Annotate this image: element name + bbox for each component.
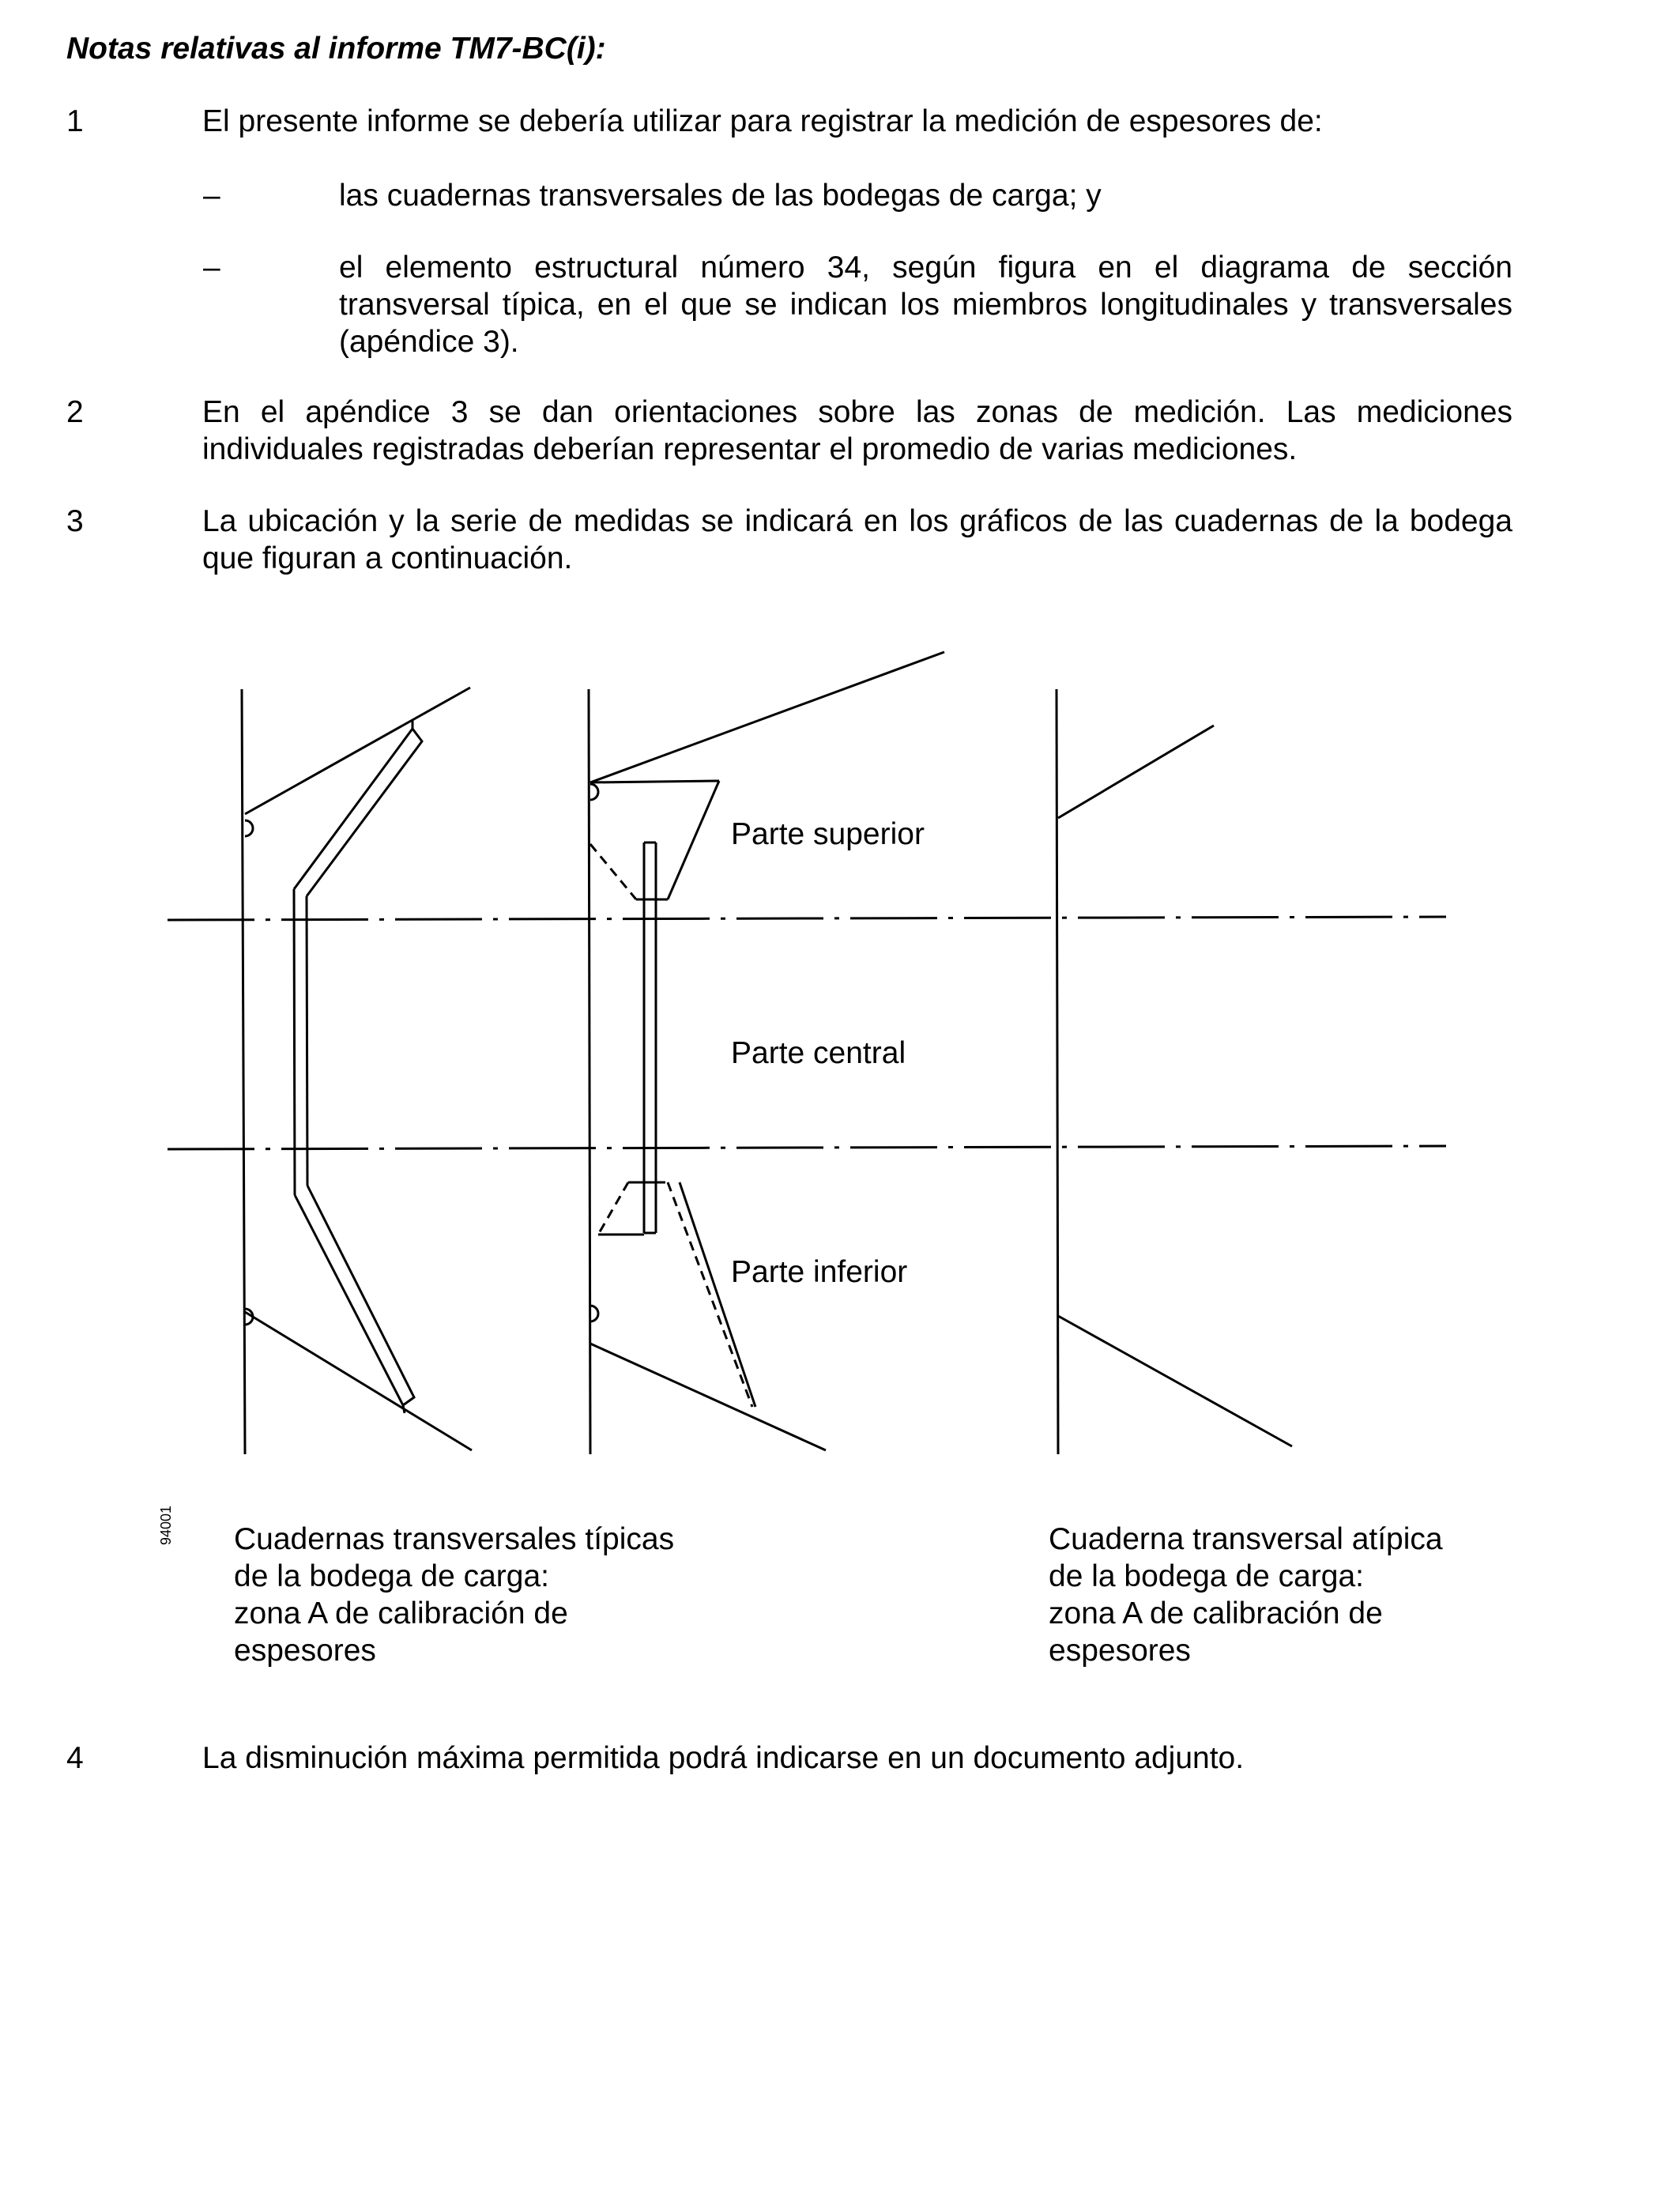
caption-line: espesores <box>234 1634 376 1668</box>
bullet-text: las cuadernas transversales de las bodegas de carga; y <box>339 179 1102 213</box>
note-text: El presente informe se debería utilizar para registrar la medición de espesores de: <box>202 104 1323 138</box>
note-number: 2 <box>66 395 84 429</box>
caption-atypical <box>1049 1521 1443 1669</box>
note-text: La ubicación y la serie de medidas se indicará en los gráficos de las cuadernas de la bodega que figuran a continuación. <box>202 504 1512 575</box>
caption-line: zona A de calibración de <box>234 1596 568 1630</box>
note-text: La disminución máxima permitida podrá indicarse en un documento adjunto. <box>202 1741 1245 1775</box>
caption-line: espesores <box>1049 1634 1191 1668</box>
zone-label-lower: Parte inferior <box>731 1255 908 1289</box>
caption-line: Cuadernas transversales típicas <box>234 1522 675 1556</box>
zone-label-upper: Parte superior <box>731 817 925 851</box>
caption-line: de la bodega de carga: <box>1049 1559 1364 1593</box>
note-item-1 <box>66 103 1512 140</box>
atypical-frame-diagram <box>1057 689 1292 1454</box>
typical-frame-diagram-1 <box>242 688 472 1454</box>
zone-label-middle: Parte central <box>731 1036 906 1070</box>
note-number: 3 <box>66 504 84 538</box>
note-item-4 <box>66 1740 1512 1777</box>
bullet-text: el elemento estructural número 34, según figura en el diagrama de sección transversal típica, en el que se indican los miembros longitudinales y transversales (apéndice 3). <box>339 251 1512 359</box>
bullet-dash: – <box>203 251 220 285</box>
note-item-3 <box>66 503 1512 577</box>
caption-typical <box>234 1521 674 1669</box>
figure-reference-number: 94001 <box>158 1505 174 1545</box>
note-number: 1 <box>66 104 84 138</box>
note-item-2 <box>66 394 1512 468</box>
hold-frame-diagram <box>0 632 1680 1502</box>
notes-title: Notas relativas al informe TM7-BC(i): <box>66 32 606 66</box>
bullet-item-2 <box>203 249 1512 360</box>
caption-line: Cuaderna transversal atípica <box>1049 1522 1443 1556</box>
note-text: En el apéndice 3 se dan orientaciones sobre las zonas de medición. Las mediciones individuales registradas deberían representar el promedio de varias mediciones. <box>202 395 1512 466</box>
caption-line: de la bodega de carga: <box>234 1559 549 1593</box>
zone-boundary-lower <box>168 1146 1446 1149</box>
zone-boundary-upper <box>168 917 1446 920</box>
bullet-dash: – <box>203 179 220 213</box>
caption-line: zona A de calibración de <box>1049 1596 1383 1630</box>
bullet-item-1 <box>203 177 1512 214</box>
note-number: 4 <box>66 1741 84 1775</box>
